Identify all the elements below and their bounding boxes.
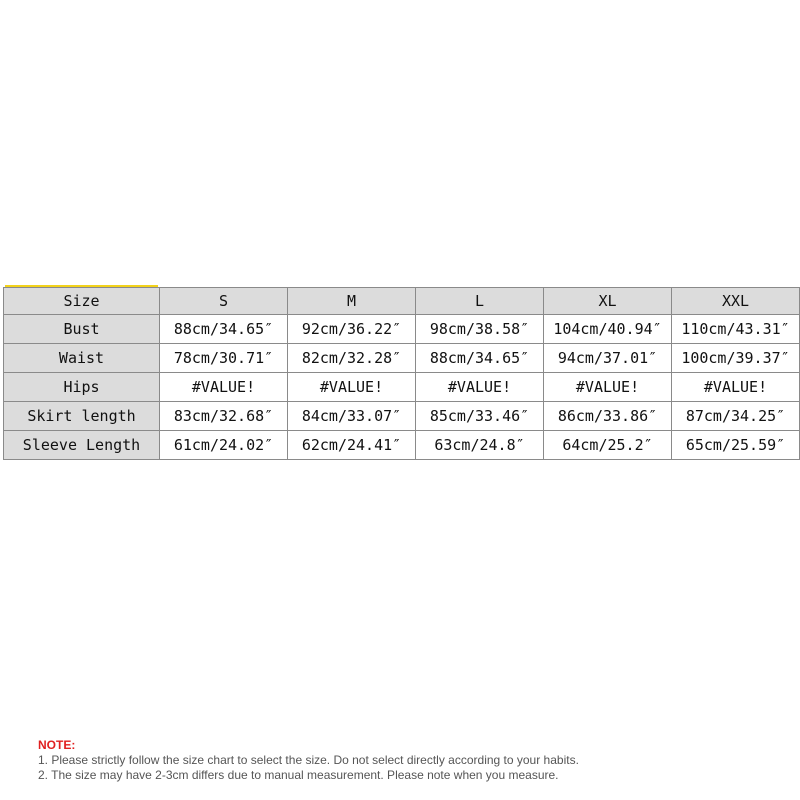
header-size-xl: XL xyxy=(544,288,672,315)
table-cell: 65cm/25.59″ xyxy=(672,431,800,460)
table-cell: 84cm/33.07″ xyxy=(288,402,416,431)
header-size-m: M xyxy=(288,288,416,315)
table-row-bust xyxy=(4,315,800,344)
table-cell: 100cm/39.37″ xyxy=(672,344,800,373)
table-cell: #VALUE! xyxy=(160,373,288,402)
table-cell: 82cm/32.28″ xyxy=(288,344,416,373)
table-cell: 110cm/43.31″ xyxy=(672,315,800,344)
table-cell: 98cm/38.58″ xyxy=(416,315,544,344)
table-cell: 104cm/40.94″ xyxy=(544,315,672,344)
table-cell: #VALUE! xyxy=(544,373,672,402)
table-cell: #VALUE! xyxy=(416,373,544,402)
row-label-bust: Bust xyxy=(4,315,160,344)
row-label-waist: Waist xyxy=(4,344,160,373)
note-line-1: 1. Please strictly follow the size chart to select the size. Do not select directly according to your habits. xyxy=(38,753,579,767)
table-cell: 88cm/34.65″ xyxy=(160,315,288,344)
table-cell: #VALUE! xyxy=(288,373,416,402)
header-size-s: S xyxy=(160,288,288,315)
table-cell: 63cm/24.8″ xyxy=(416,431,544,460)
table-row-sleeve-length xyxy=(4,431,800,460)
note-block xyxy=(38,738,579,783)
table-cell: 62cm/24.41″ xyxy=(288,431,416,460)
size-chart-table xyxy=(3,287,800,460)
note-line-2: 2. The size may have 2-3cm differs due to manual measurement. Please note when you measure. xyxy=(38,768,559,782)
table-row-waist xyxy=(4,344,800,373)
table-cell: 61cm/24.02″ xyxy=(160,431,288,460)
header-label-size: Size xyxy=(4,288,160,315)
header-size-xxl: XXL xyxy=(672,288,800,315)
header-size-l: L xyxy=(416,288,544,315)
table-row-hips xyxy=(4,373,800,402)
row-label-hips: Hips xyxy=(4,373,160,402)
row-label-sleeve-length: Sleeve Length xyxy=(4,431,160,460)
table-cell: 87cm/34.25″ xyxy=(672,402,800,431)
table-cell: 86cm/33.86″ xyxy=(544,402,672,431)
table-row-skirt-length xyxy=(4,402,800,431)
row-label-skirt-length: Skirt length xyxy=(4,402,160,431)
table-cell: 88cm/34.65″ xyxy=(416,344,544,373)
table-cell: 92cm/36.22″ xyxy=(288,315,416,344)
table-cell: 94cm/37.01″ xyxy=(544,344,672,373)
table-cell: 83cm/32.68″ xyxy=(160,402,288,431)
note-title: NOTE: xyxy=(38,738,76,752)
table-header-row xyxy=(4,288,800,315)
table-cell: 78cm/30.71″ xyxy=(160,344,288,373)
table-cell: 85cm/33.46″ xyxy=(416,402,544,431)
table-cell: #VALUE! xyxy=(672,373,800,402)
table-cell: 64cm/25.2″ xyxy=(544,431,672,460)
